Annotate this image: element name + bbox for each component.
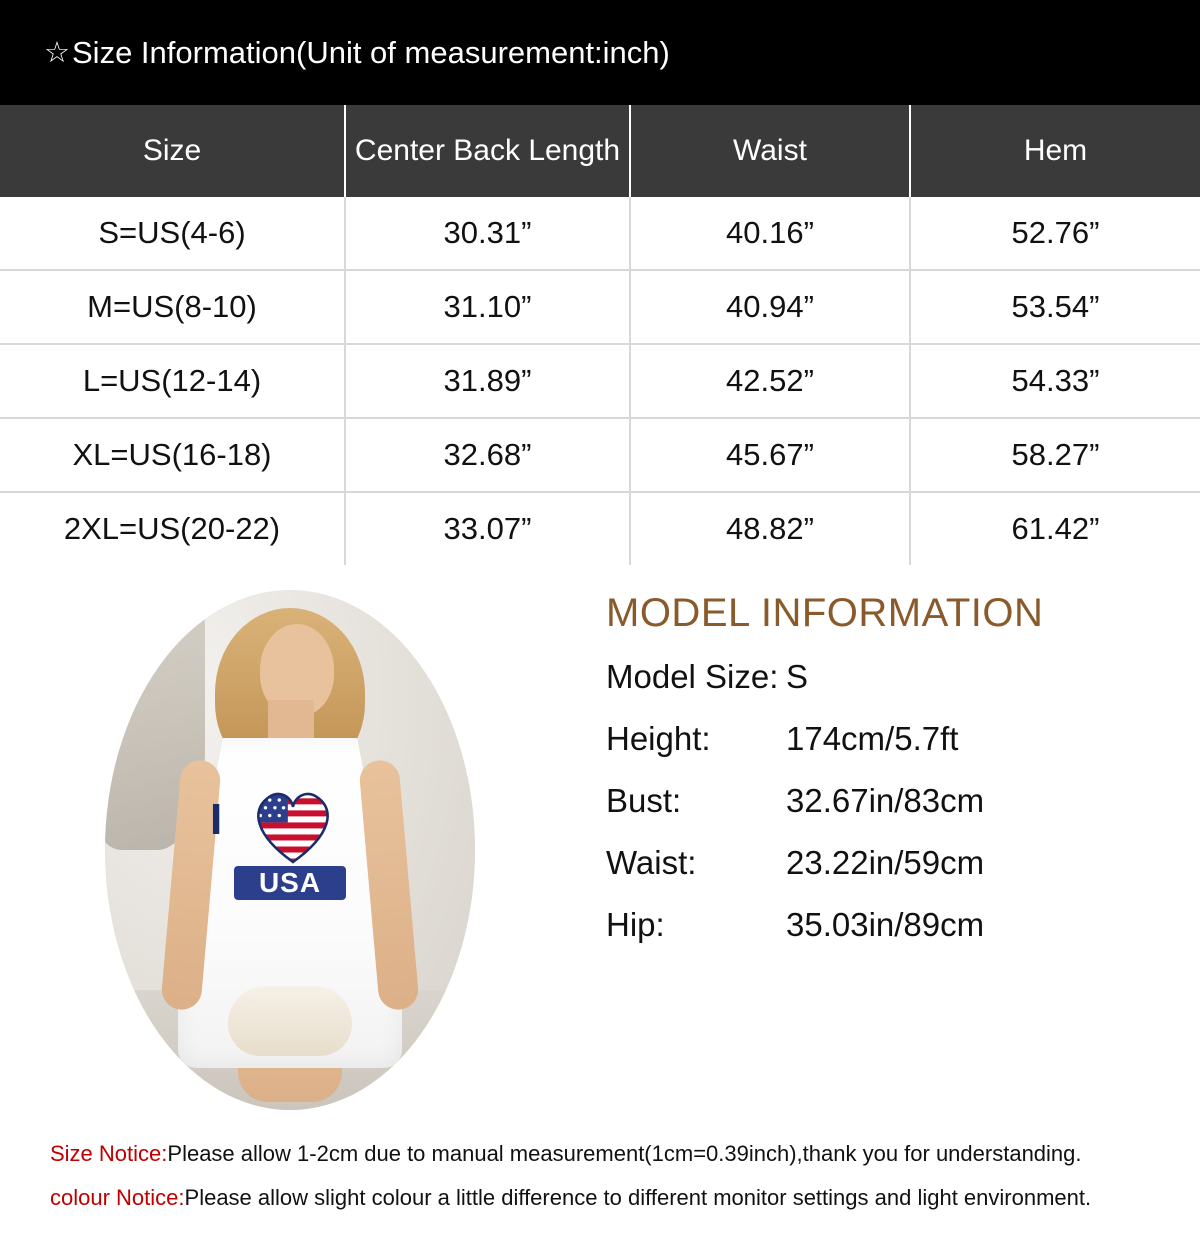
model-size-value: S xyxy=(786,658,809,695)
model-photo xyxy=(105,590,475,1110)
cell-center-back-length: 30.31” xyxy=(345,197,630,270)
usa-flag-heart-icon xyxy=(250,786,336,864)
cell-waist: 40.94” xyxy=(630,270,910,344)
model-size-row xyxy=(606,658,1190,696)
table-row xyxy=(0,418,1200,492)
model-neck xyxy=(268,700,314,742)
model-waist-value: 23.22in/59cm xyxy=(786,844,985,881)
model-waist-row xyxy=(606,844,1190,882)
cell-waist: 48.82” xyxy=(630,492,910,565)
dress-print-letter: I xyxy=(210,795,223,844)
model-information-panel xyxy=(580,565,1200,1135)
size-chart-table xyxy=(0,105,1200,565)
cell-waist: 45.67” xyxy=(630,418,910,492)
model-waist-label: Waist: xyxy=(606,844,697,881)
model-bust-label: Bust: xyxy=(606,782,682,819)
model-clutch-bag xyxy=(228,986,352,1056)
cell-waist: 42.52” xyxy=(630,344,910,418)
model-hip-row xyxy=(606,906,1190,944)
cell-hem: 54.33” xyxy=(910,344,1200,418)
cell-hem: 58.27” xyxy=(910,418,1200,492)
cell-center-back-length: 31.10” xyxy=(345,270,630,344)
model-height-label: Height: xyxy=(606,720,711,757)
size-notice xyxy=(50,1141,1200,1167)
cell-center-back-length: 32.68” xyxy=(345,418,630,492)
column-header-center-back-length: Center Back Length xyxy=(345,105,630,197)
star-icon: ☆ xyxy=(44,37,70,69)
cell-size: M=US(8-10) xyxy=(0,270,345,344)
cell-waist: 40.16” xyxy=(630,197,910,270)
size-information-header xyxy=(0,0,1200,105)
model-information-heading: MODEL INFORMATION xyxy=(606,591,1044,635)
cell-center-back-length: 33.07” xyxy=(345,492,630,565)
cell-center-back-length: 31.89” xyxy=(345,344,630,418)
size-notice-label: Size Notice: xyxy=(50,1141,168,1166)
page-title: Size Information(Unit of measurement:inch) xyxy=(72,34,670,70)
cell-hem: 61.42” xyxy=(1011,511,1100,546)
column-header-hem: Hem xyxy=(910,105,1200,197)
model-hip-value: 35.03in/89cm xyxy=(786,906,985,943)
cell-hem: 52.76” xyxy=(910,197,1200,270)
notices-section xyxy=(0,1135,1200,1211)
model-height-row xyxy=(606,720,1190,758)
model-bust-row xyxy=(606,782,1190,820)
table-row xyxy=(0,270,1200,344)
table-row xyxy=(0,197,1200,270)
table-row xyxy=(0,344,1200,418)
dress-print-usa: USA xyxy=(234,866,346,900)
model-size-label: Model Size: xyxy=(606,658,779,695)
colour-notice xyxy=(50,1185,1200,1211)
model-height-value: 174cm/5.7ft xyxy=(786,720,959,757)
model-bust-value: 32.67in/83cm xyxy=(786,782,985,819)
model-section xyxy=(0,565,1200,1135)
size-notice-text: Please allow 1-2cm due to manual measurement(1cm=0.39inch),thank you for understanding. xyxy=(167,1141,1082,1166)
column-header-waist: Waist xyxy=(630,105,910,197)
model-photo-wrapper xyxy=(0,565,580,1135)
cell-size: S=US(4-6) xyxy=(0,197,345,270)
table-row xyxy=(0,492,1200,565)
table-header-row xyxy=(0,105,1200,197)
colour-notice-label: colour Notice: xyxy=(50,1185,185,1210)
model-hip-label: Hip: xyxy=(606,906,665,943)
cell-size: L=US(12-14) xyxy=(0,344,345,418)
colour-notice-text: Please allow slight colour a little difference to different monitor settings and light environment. xyxy=(184,1185,1092,1210)
cell-hem: 53.54” xyxy=(910,270,1200,344)
column-header-size: Size xyxy=(0,105,345,197)
cell-size: XL=US(16-18) xyxy=(0,418,345,492)
cell-size: 2XL=US(20-22) xyxy=(0,492,345,565)
